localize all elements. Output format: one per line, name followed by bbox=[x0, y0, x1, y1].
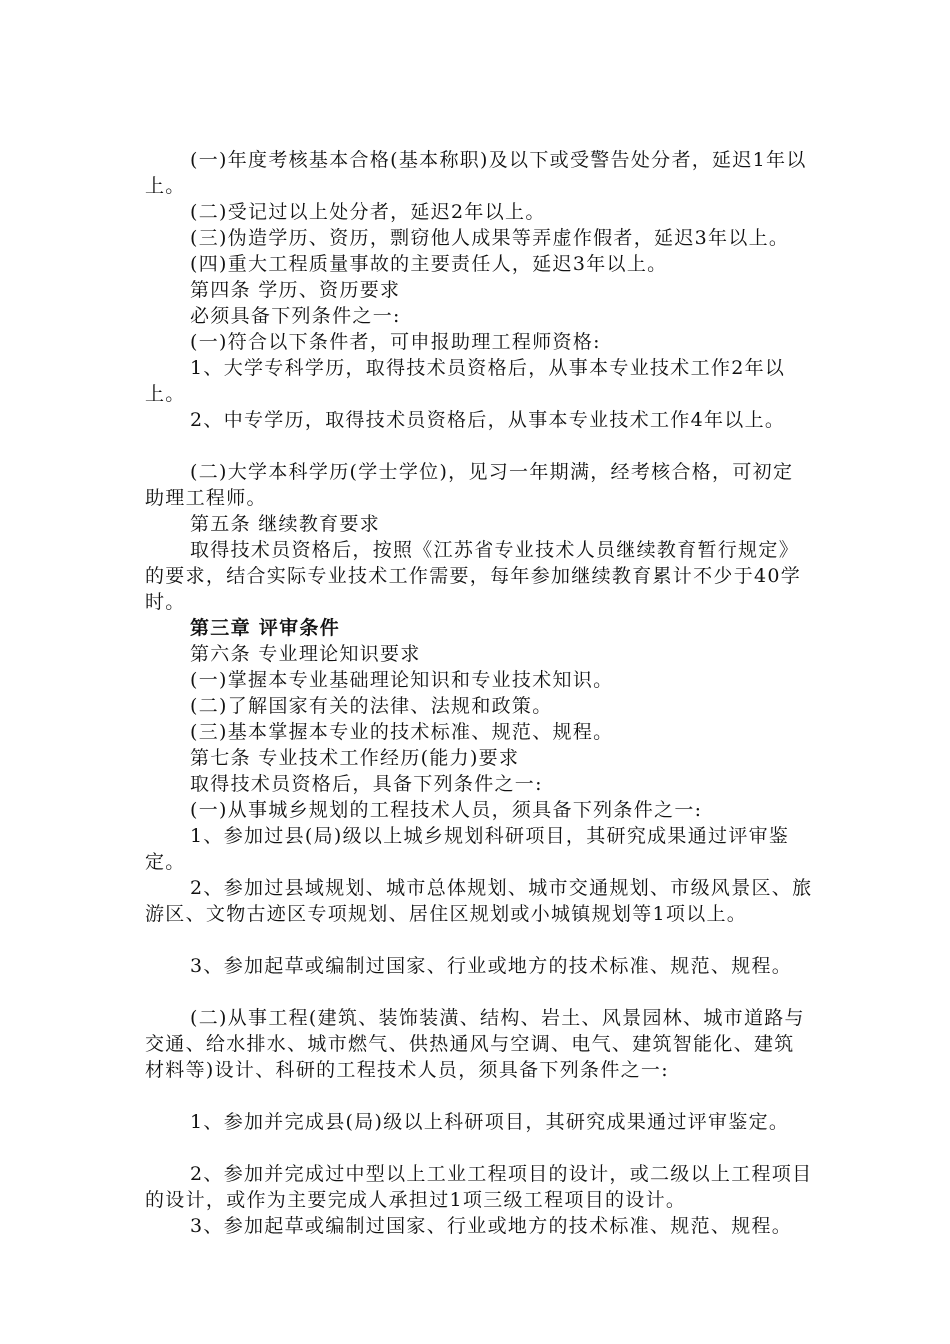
paragraph: 取得技术员资格后，具备下列条件之一: bbox=[190, 773, 543, 795]
paragraph: (三)伪造学历、资历，剽窃他人成果等弄虚作假者，延迟3年以上。 bbox=[190, 227, 790, 249]
paragraph: 1、参加并完成县(局)级以上科研项目，其研究成果通过评审鉴定。 bbox=[190, 1111, 790, 1133]
spacer bbox=[145, 927, 813, 953]
spacer bbox=[145, 1083, 813, 1109]
paragraph: 2、参加过县域规划、城市总体规划、城市交通规划、市级风景区、旅游区、文物古迹区专项规划、居住区规划或小城镇规划等1项以上。 bbox=[145, 877, 813, 925]
paragraph: (一)符合以下条件者，可申报助理工程师资格: bbox=[190, 331, 601, 353]
document-body bbox=[145, 147, 813, 1239]
spacer bbox=[145, 979, 813, 1005]
paragraph: 1、大学专科学历，取得技术员资格后，从事本专业技术工作2年以上。 bbox=[145, 357, 786, 405]
spacer bbox=[145, 1135, 813, 1161]
spacer bbox=[145, 433, 813, 459]
article-heading: 第五条 继续教育要求 bbox=[190, 513, 381, 535]
paragraph: (二)从事工程(建筑、装饰装潢、结构、岩土、风景园林、城市道路与交通、给水排水、城市燃气、供热通风与空调、电气、建筑智能化、建筑材料等)设计、科研的工程技术人员，须具备下列条件之一: bbox=[145, 1007, 805, 1081]
article-heading: 第六条 专业理论知识要求 bbox=[190, 643, 421, 665]
paragraph: (二)受记过以上处分者，延迟2年以上。 bbox=[190, 201, 546, 223]
paragraph: 1、参加过县(局)级以上城乡规划科研项目，其研究成果通过评审鉴定。 bbox=[145, 825, 790, 873]
article-heading: 第七条 专业技术工作经历(能力)要求 bbox=[190, 747, 520, 769]
paragraph: (一)年度考核基本合格(基本称职)及以下或受警告处分者，延迟1年以上。 bbox=[145, 149, 807, 197]
paragraph: 2、中专学历，取得技术员资格后，从事本专业技术工作4年以上。 bbox=[190, 409, 786, 431]
paragraph: (三)基本掌握本专业的技术标准、规范、规程。 bbox=[190, 721, 614, 743]
paragraph: (一)从事城乡规划的工程技术人员，须具备下列条件之一: bbox=[190, 799, 703, 821]
paragraph: 取得技术员资格后，按照《江苏省专业技术人员继续教育暂行规定》的要求，结合实际专业技术工作需要，每年参加继续教育累计不少于40学时。 bbox=[145, 539, 802, 613]
paragraph: 3、参加起草或编制过国家、行业或地方的技术标准、规范、规程。 bbox=[190, 955, 793, 977]
paragraph: (二)了解国家有关的法律、法规和政策。 bbox=[190, 695, 553, 717]
paragraph: 2、参加并完成过中型以上工业工程项目的设计，或二级以上工程项目的设计，或作为主要完成人承担过1项三级工程项目的设计。 bbox=[145, 1163, 813, 1211]
chapter-heading: 第三章 评审条件 bbox=[190, 617, 341, 639]
paragraph: 必须具备下列条件之一: bbox=[190, 305, 401, 327]
article-heading: 第四条 学历、资历要求 bbox=[190, 279, 401, 301]
paragraph: (二)大学本科学历(学士学位)，见习一年期满，经考核合格，可初定助理工程师。 bbox=[145, 461, 794, 509]
paragraph: (四)重大工程质量事故的主要责任人，延迟3年以上。 bbox=[190, 253, 668, 275]
paragraph: 3、参加起草或编制过国家、行业或地方的技术标准、规范、规程。 bbox=[190, 1215, 793, 1237]
paragraph: (一)掌握本专业基础理论知识和专业技术知识。 bbox=[190, 669, 614, 691]
